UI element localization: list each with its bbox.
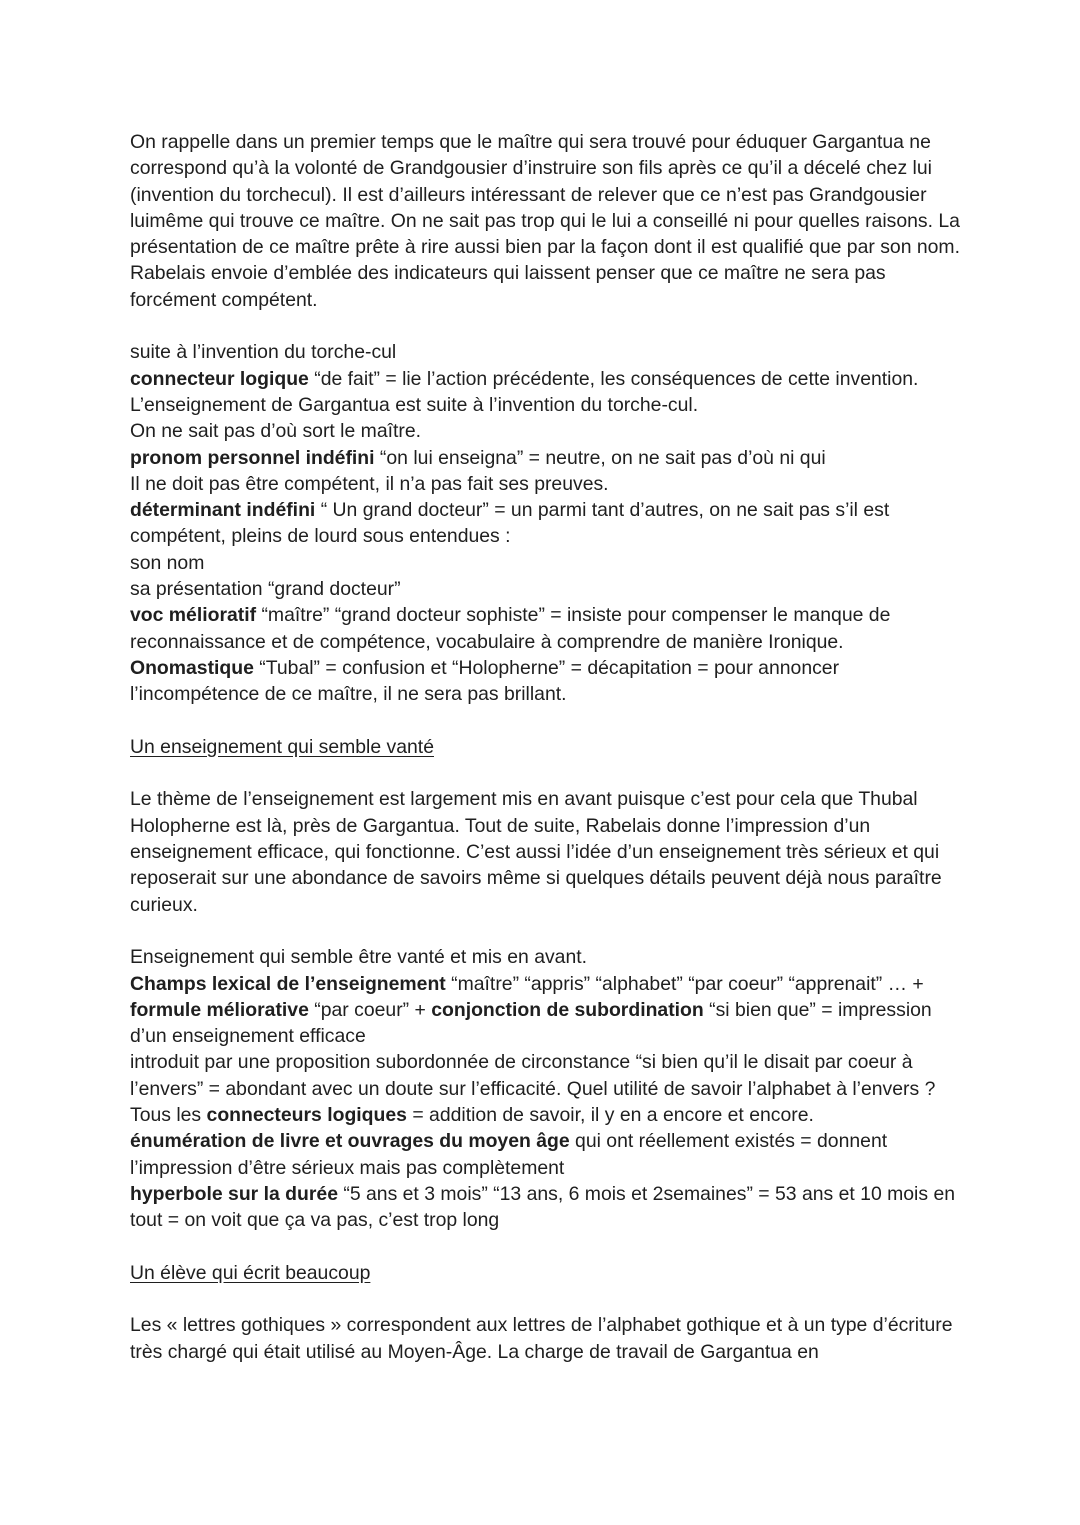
analysis-block-1: [130, 339, 960, 707]
note-text: “si bien que” = impression d’un enseignement efficace: [130, 998, 932, 1048]
note-text: “on lui enseigna” = neutre, on ne sait pas d’où ni qui: [374, 446, 826, 469]
note-line: son nom: [130, 551, 205, 574]
term-bold: déterminant indéfini: [130, 499, 316, 522]
section-paragraph: Les « lettres gothiques » correspondent aux lettres de l’alphabet gothique et à un type d’écriture très chargé qui était utilisé au Moyen-Âge. La charge de travail de Gargantua en: [130, 1314, 953, 1363]
note-text: “ Un grand docteur” = un parmi tant d’autres, on ne sait pas s’il est compétent, pleins de lourd sous entendues :: [130, 499, 890, 548]
note-line: introduit par une proposition subordonnée de circonstance “si bien qu’il le disait par coeur à l’envers” = abondant avec un doute sur l’efficacité. Quel utilité de savoir l’alphabet à l’envers ?: [130, 1051, 936, 1100]
note-line: Enseignement qui semble être vanté et mis en avant.: [130, 946, 588, 969]
term-bold: hyperbole sur la durée: [130, 1182, 338, 1205]
term-bold: Champs lexical de l’enseignement: [130, 972, 446, 995]
note-line: [130, 971, 960, 1050]
note-text: Tous les: [130, 1103, 207, 1126]
section-heading: Un enseignement qui semble vanté: [130, 735, 434, 758]
term-bold: conjonction de subordination: [431, 998, 704, 1021]
note-line: [130, 655, 960, 708]
section-paragraph: Le thème de l’enseignement est largement mis en avant puisque c’est pour cela que Thubal Holopherne est là, près de Gargantua. Tout de suite, Rabelais donne l’impression d’un enseignement efficace, qui fonctionne. C’est aussi l’idée d’un enseignement très sérieux et qui reposerait sur une abondance de savoirs même si quelques détails peuvent déjà nous paraître curieux.: [130, 788, 942, 916]
note-text: “de fait” = lie l’action précédente, les conséquences de cette invention.: [308, 367, 919, 390]
intro-paragraph: On rappelle dans un premier temps que le maître qui sera trouvé pour éduquer Gargantua ne correspond qu’à la volonté de Grandgousier d’instruire son fils après ce qu’il a décelé chez lui (invention du torchecul). Il est d’ailleurs intéressant de relever que ce n’est pas Grandgousier luimême qui trouve ce maître. On ne sait pas trop qui le lui a conseillé ni pour quelles raisons. La présentation de ce maître prête à rire aussi bien par la façon dont il est qualifié que par son nom. Rabelais envoie d’emblée des indicateurs qui laissent penser que ce maître ne sera pas forcément compétent.: [130, 131, 960, 311]
analysis-block-2: [130, 944, 960, 1233]
note-line: [130, 366, 960, 392]
term-bold: pronom personnel indéfini: [130, 446, 375, 469]
note-line: [130, 1181, 960, 1234]
section-heading: Un élève qui écrit beaucoup: [130, 1261, 371, 1284]
term-bold: énumération de livre et ouvrages du moyen âge: [130, 1130, 570, 1153]
note-line: [130, 1128, 960, 1181]
term-bold: voc mélioratif: [130, 604, 257, 627]
note-line: [130, 1102, 960, 1128]
spacer: [130, 1286, 960, 1312]
spacer: [130, 1233, 960, 1259]
spacer: [130, 760, 960, 786]
note-line: Il ne doit pas être compétent, il n’a pas fait ses preuves.: [130, 472, 609, 495]
note-text: “Tubal” = confusion et “Holopherne” = décapitation = pour annoncer l’incompétence de ce maître, il ne sera pas brillant.: [130, 656, 840, 706]
note-text: qui ont réellement existés = donnent l’impression d’être sérieux mais pas complètement: [130, 1130, 888, 1179]
note-line: L’enseignement de Gargantua est suite à l’invention du torche-cul.: [130, 393, 699, 416]
note-line: [130, 602, 960, 655]
spacer: [130, 918, 960, 944]
note-text: “par coeur” +: [308, 998, 432, 1021]
note-line: On ne sait pas d’où sort le maître.: [130, 420, 422, 443]
term-bold: formule méliorative: [130, 998, 309, 1021]
note-text: “5 ans et 3 mois” “13 ans, 6 mois et 2semaines” = 53 ans et 10 mois en tout = on voit que ça va pas, c’est trop long: [130, 1182, 956, 1232]
document-body: [130, 129, 960, 1365]
note-text: “maître” “appris” “alphabet” “par coeur” “apprenait” … +: [445, 972, 924, 995]
note-text: “maître” “grand docteur sophiste” = insiste pour compenser le manque de reconnaissance et de compétence, vocabulaire à comprendre de manière Ironique.: [130, 604, 891, 653]
term-bold: connecteurs logiques: [206, 1103, 407, 1126]
note-text: = addition de savoir, il y en a encore et encore.: [406, 1103, 814, 1126]
spacer: [130, 708, 960, 734]
note-line: [130, 445, 960, 471]
note-line: suite à l’invention du torche-cul: [130, 341, 397, 364]
spacer: [130, 313, 960, 339]
term-bold: Onomastique: [130, 656, 254, 679]
note-line: sa présentation “grand docteur”: [130, 578, 401, 601]
note-line: [130, 497, 960, 550]
term-bold: connecteur logique: [130, 367, 309, 390]
